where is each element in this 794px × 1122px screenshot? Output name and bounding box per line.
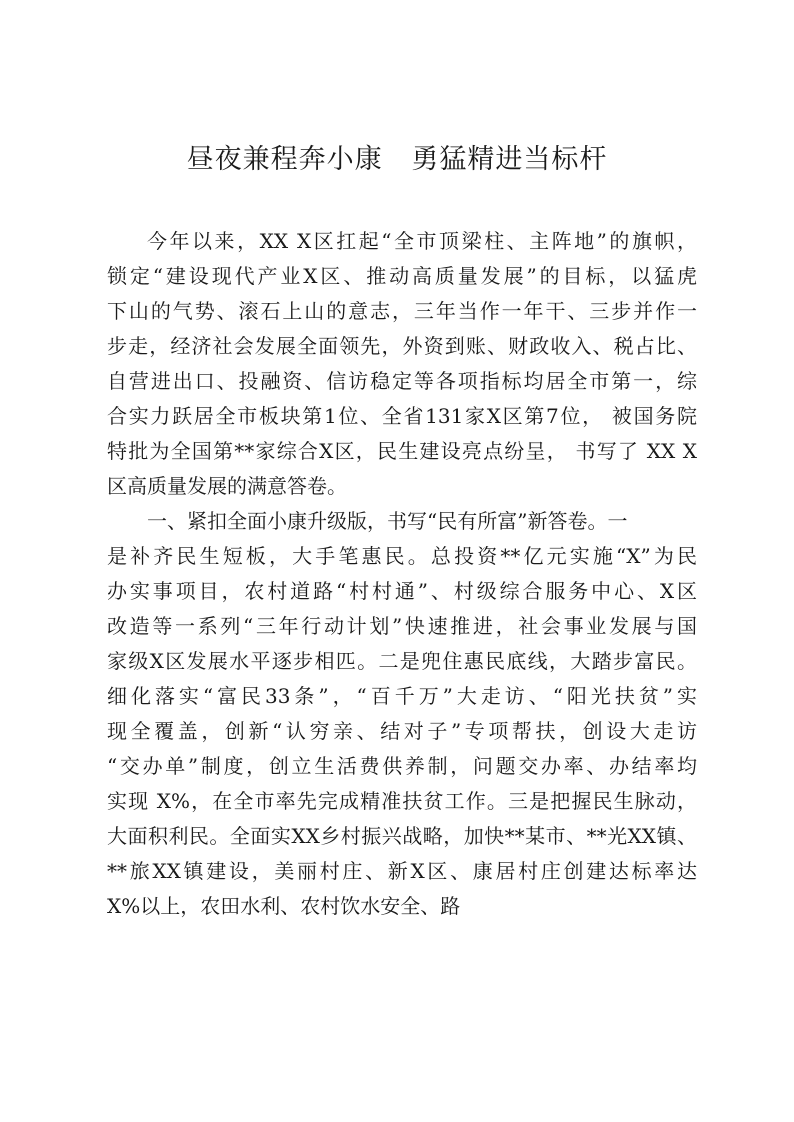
- paragraph-line: “交办单”制度，创立生活费供养制，问题交办率、办结率均: [107, 754, 697, 778]
- page-title: 昼夜兼程奔小康 勇猛精进当标杆: [186, 144, 608, 175]
- paragraph-line: 家级X区发展水平逐步相匹。二是兜住惠民底线，大踏步富民。: [107, 649, 697, 673]
- paragraph-line: 大面积利民。全面实XX乡村振兴战略，加快**某市、**光XX镇、: [107, 824, 697, 848]
- paragraph-line: 办实事项目，农村道路“村村通”、村级综合服务中心、X区: [107, 579, 697, 603]
- paragraph-line: **旅XX镇建设，美丽村庄、新X区、康居村庄创建达标率达: [107, 859, 697, 883]
- paragraph-line: 锁定“建设现代产业X区、推动高质量发展”的目标，以猛虎: [107, 264, 697, 288]
- paragraph-line: 改造等一系列“三年行动计划”快速推进，社会事业发展与国: [107, 614, 697, 638]
- paragraph-line: 自营进出口、投融资、信访稳定等各项指标均居全市第一，综: [107, 369, 697, 393]
- section-heading-line: 一、紧扣全面小康升级版，书写“民有所富”新答卷。一: [147, 509, 628, 533]
- paragraph-line: 合实力跃居全市板块第1位、全省131家X区第7位， 被国务院: [107, 404, 697, 428]
- paragraph-line: 是补齐民生短板，大手笔惠民。总投资**亿元实施“X”为民: [107, 544, 697, 568]
- paragraph-line: 下山的气势、滚石上山的意志，三年当作一年干、三步并作一: [107, 299, 697, 323]
- paragraph-line: 步走，经济社会发展全面领先，外资到账、财政收入、税占比、: [107, 334, 697, 358]
- paragraph-line: X%以上，农田水利、农村饮水安全、路: [107, 894, 461, 918]
- paragraph-line: 实现 X%，在全市率先完成精准扶贫工作。三是把握民生脉动，: [107, 789, 697, 813]
- paragraph-line: 细化落实“富民33条”，“百千万”大走访、“阳光扶贫”实: [107, 684, 697, 708]
- paragraph-line: 特批为全国第**家综合X区，民生建设亮点纷呈， 书写了 XX X: [107, 439, 697, 463]
- paragraph-line: 现全覆盖，创新“认穷亲、结对子”专项帮扶，创设大走访: [107, 719, 697, 743]
- paragraph-line: 今年以来，XX X区扛起“全市顶梁柱、主阵地”的旗帜，: [147, 229, 697, 253]
- paragraph-line: 区高质量发展的满意答卷。: [107, 474, 347, 498]
